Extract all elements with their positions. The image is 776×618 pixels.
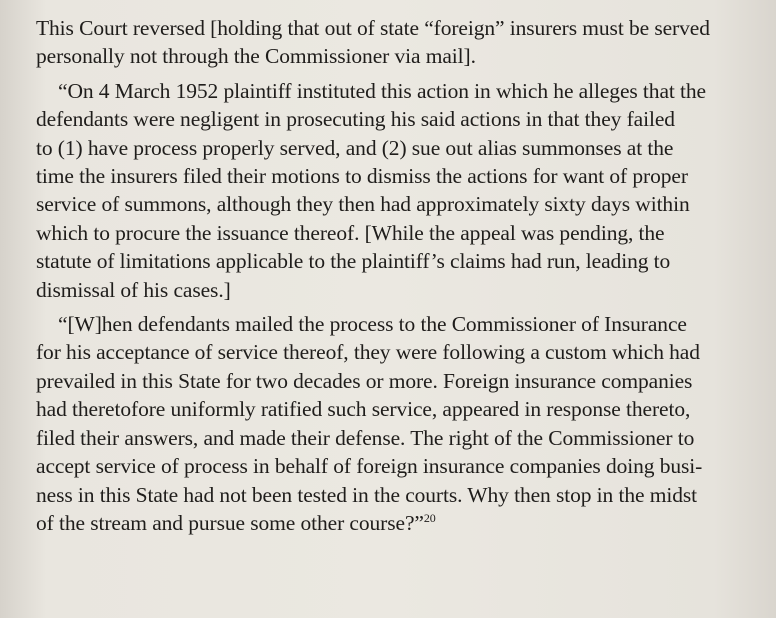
paragraph-2	[36, 77, 746, 304]
paragraph-1	[36, 14, 746, 71]
text-line: ness in this State had not been tested in the courts. Why then stop in the midst	[36, 482, 697, 507]
text-line: dismissal of his cases.]	[36, 277, 231, 302]
text-line: “[W]hen defendants mailed the process to the Commissioner of Insurance	[58, 312, 687, 337]
text-line: which to procure the issuance thereof. [While the appeal was pending, the	[36, 220, 665, 245]
text-line: personally not through the Commissioner via mail].	[36, 44, 476, 69]
text-line: to (1) have process properly served, and (2) sue out alias summonses at the	[36, 135, 674, 160]
text-line: had theretofore uniformly ratified such service, appeared in response thereto,	[36, 397, 691, 422]
text-line-last	[36, 509, 746, 537]
text-line: “On 4 March 1952 plaintiff instituted this action in which he alleges that the	[58, 78, 707, 103]
text-line: for his acceptance of service thereof, they were following a custom which had	[36, 340, 700, 365]
text-line: filed their answers, and made their defense. The right of the Commissioner to	[36, 425, 695, 450]
text-line-content: of the stream and pursue some other course?”	[36, 510, 424, 535]
footnote-reference[interactable]: 20	[423, 510, 436, 525]
text-line: prevailed in this State for two decades or more. Foreign insurance companies	[36, 368, 693, 393]
text-line: accept service of process in behalf of foreign insurance companies doing busi-	[36, 454, 703, 479]
text-line: defendants were negligent in prosecuting his said actions in that they failed	[36, 107, 675, 132]
text-line: statute of limitations applicable to the plaintiff’s claims had run, leading to	[36, 249, 671, 274]
text-line: This Court reversed [holding that out of state “foreign” insurers must be served	[36, 16, 710, 40]
text-line: service of summons, although they then had approximately sixty days within	[36, 192, 690, 217]
paragraph-3	[36, 310, 746, 537]
text-line: time the insurers filed their motions to dismiss the actions for want of proper	[36, 164, 688, 189]
